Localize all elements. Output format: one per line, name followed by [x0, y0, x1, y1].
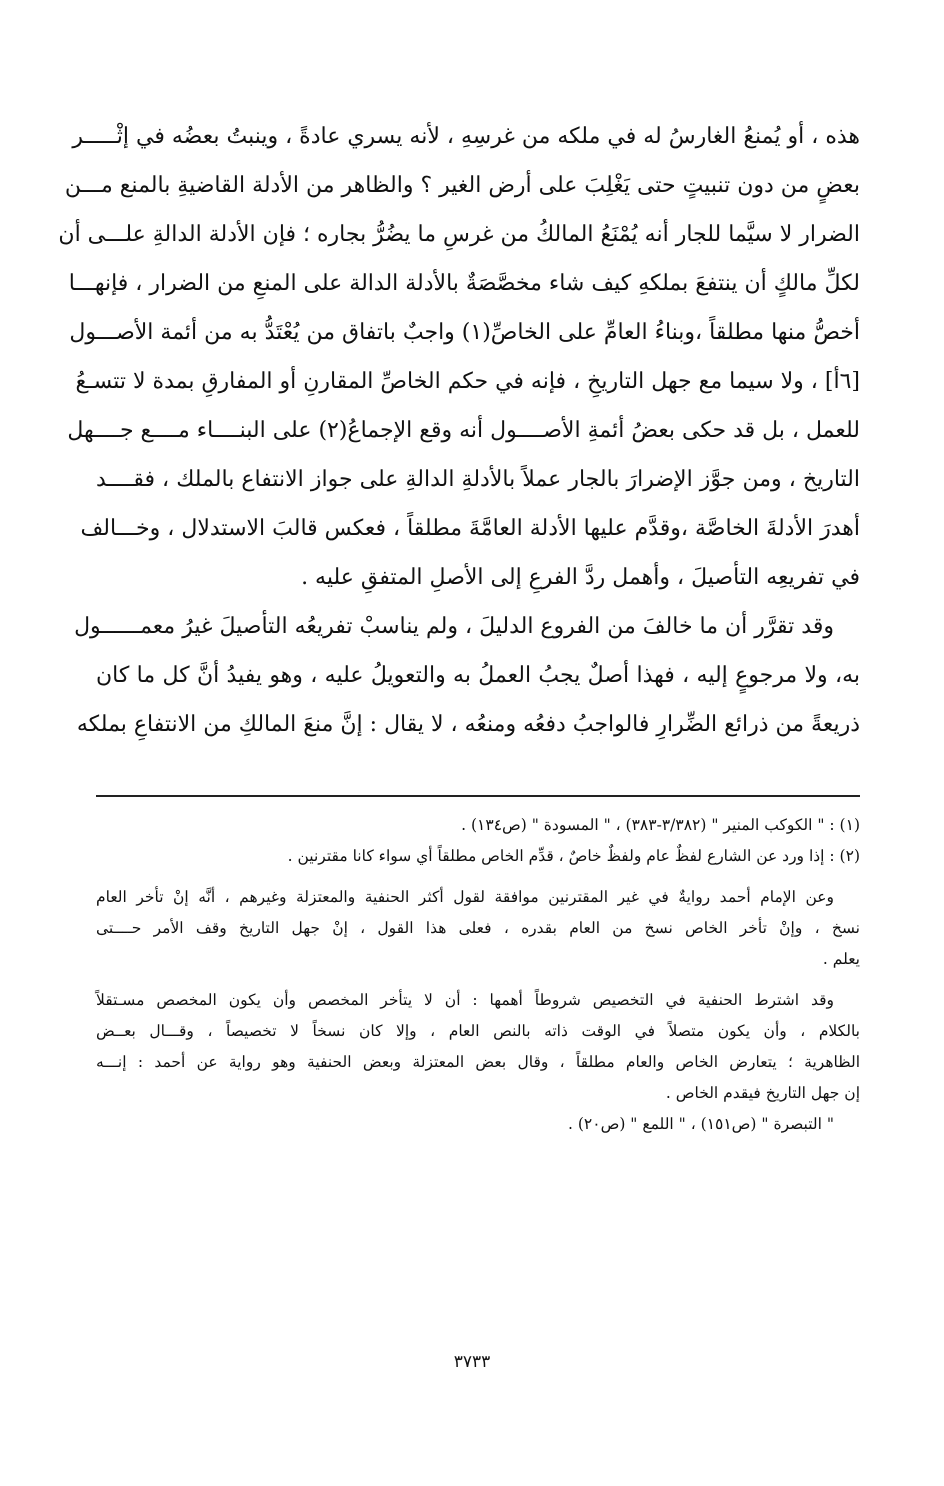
main-text-line: في تفريعِه التأصيلَ ، وأهمل ردَّ الفرعِ إلى الأصلِ المتفقِ عليه . — [301, 565, 860, 590]
main-text-line: أخصُّ منها مطلقاً ،وبناءُ العامِّ على الخاصِّ(١) واجبٌ باتفاق من يُعْتَدُّ به من أئمة الأصـــول — [69, 320, 860, 345]
footnote-line: بالكلام ، وأن يكون متصلاً في الوقت ذاته بالنص العام ، وإلا كان نسخاً لا تخصيصاً ، وقـــال بعــض — [96, 1022, 860, 1040]
page-number: ٣٧٣٣ — [453, 1352, 491, 1372]
footnote-line: إن جهل التاريخ فيقدم الخاص . — [665, 1084, 860, 1102]
footnote-line: وعن الإمام أحمد روايةٌ في غير المقترنين موافقة لقول أكثر الحنفية والمعتزلة وغيرهم ، أنَّه إنْ تأخر العام — [96, 888, 834, 906]
main-text-line: ذريعةً من ذرائع الضِّرارِ فالواجبُ دفعُه ومنعُه ، لا يقال : إنَّ منعَ المالكِ من الانتفاعِ بملكه — [76, 712, 860, 737]
footnote-1: (١) : " الكوكب المنير " (٣/٣٨٢-٣٨٣) ، " المسودة " (ص١٣٤) . — [461, 816, 860, 834]
main-text-line: الضرار لا سيَّما للجار أنه يُمْنَعُ المالكُ من غرسِ ما يضُرُّ بجاره ؛ فإن الأدلة الدالةِ علـــى أن — [58, 222, 860, 247]
footnote-line: وقد اشترط الحنفية في التخصيص شروطاً أهمها : أن لا يتأخر المخصص وأن يكون المخصص مسـتقلاً — [96, 991, 834, 1009]
main-text-line: [٦أ] ، ولا سيما مع جهل التاريخِ ، فإنه في حكم الخاصِّ المقارنِ أو المفارقِ بمدة لا تتسـعُ — [75, 369, 860, 394]
footnote-line: يعلم . — [822, 950, 860, 968]
main-text-line: التاريخ ، ومن جوَّز الإضرارَ بالجار عملاً بالأدلةِ الدالةِ على جواز الانتفاع بالملك ، فقــــد — [96, 467, 860, 492]
main-text-line: أهدرَ الأدلةَ الخاصَّة ،وقدَّم عليها الأدلة العامَّةَ مطلقاً ، فعكس قالبَ الاستدلال ، وخـــالف — [80, 516, 860, 541]
main-text-block — [58, 112, 860, 749]
footnotes-block — [96, 810, 860, 1140]
main-text-line: به، ولا مرجوعٍ إليه ، فهذا أصلٌ يجبُ العملُ به والتعويلُ عليه ، وهو يفيدُ أنَّ كل ما كان — [96, 663, 860, 688]
footnote-line: نسخ ، وإنْ تأخر الخاص نسخ من العام بقدره ، فعلى هذا القول ، إنْ جهل التاريخ وقف الأمر حــــتى — [96, 919, 860, 937]
main-text-line: لكلِّ مالكٍ أن ينتفعَ بملكهِ كيف شاء مخصَّصَةٌ بالأدلة الدالة على المنعِ من الضرار ، فإنهـــا — [68, 271, 860, 296]
footnote-line: الظاهرية ؛ يتعارض الخاص والعام مطلقاً ، وقال بعض المعتزلة وبعض الحنفية وهو رواية عن أحمد : إنـــه — [96, 1053, 860, 1071]
main-text-line: هذه ، أو يُمنعُ الغارسُ له في ملكه من غرسِهِ ، لأنه يسري عادةً ، وينبتُ بعضُه في إثْـــــر — [72, 124, 860, 149]
footnote-references: " التبصرة " (ص١٥١) ، " اللمع " (ص٢٠) . — [568, 1115, 834, 1133]
footnote-2: (٢) : إذا ورد عن الشارع لفظٌ عام ولفظٌ خاصٌ ، قدِّم الخاص مطلقاً أي سواء كانا مقترنين . — [287, 847, 860, 865]
main-text-line: للعمل ، بل قد حكى بعضُ أئمةِ الأصــــول أنه وقع الإجماعُ(٢) على البنــــاء مــــع جــــهل — [67, 418, 860, 443]
footnote-divider — [96, 795, 860, 797]
main-text-line: بعضٍ من دون تنبيتٍ حتى يَغْلِبَ على أرض الغير ؟ والظاهر من الأدلة القاضيةِ بالمنع مـــن — [64, 173, 860, 198]
main-text-line: وقد تقرَّر أن ما خالفَ من الفروع الدليلَ ، ولم يناسبْ تفريعُه التأصيلَ غيرُ معمــــــول — [74, 614, 834, 639]
